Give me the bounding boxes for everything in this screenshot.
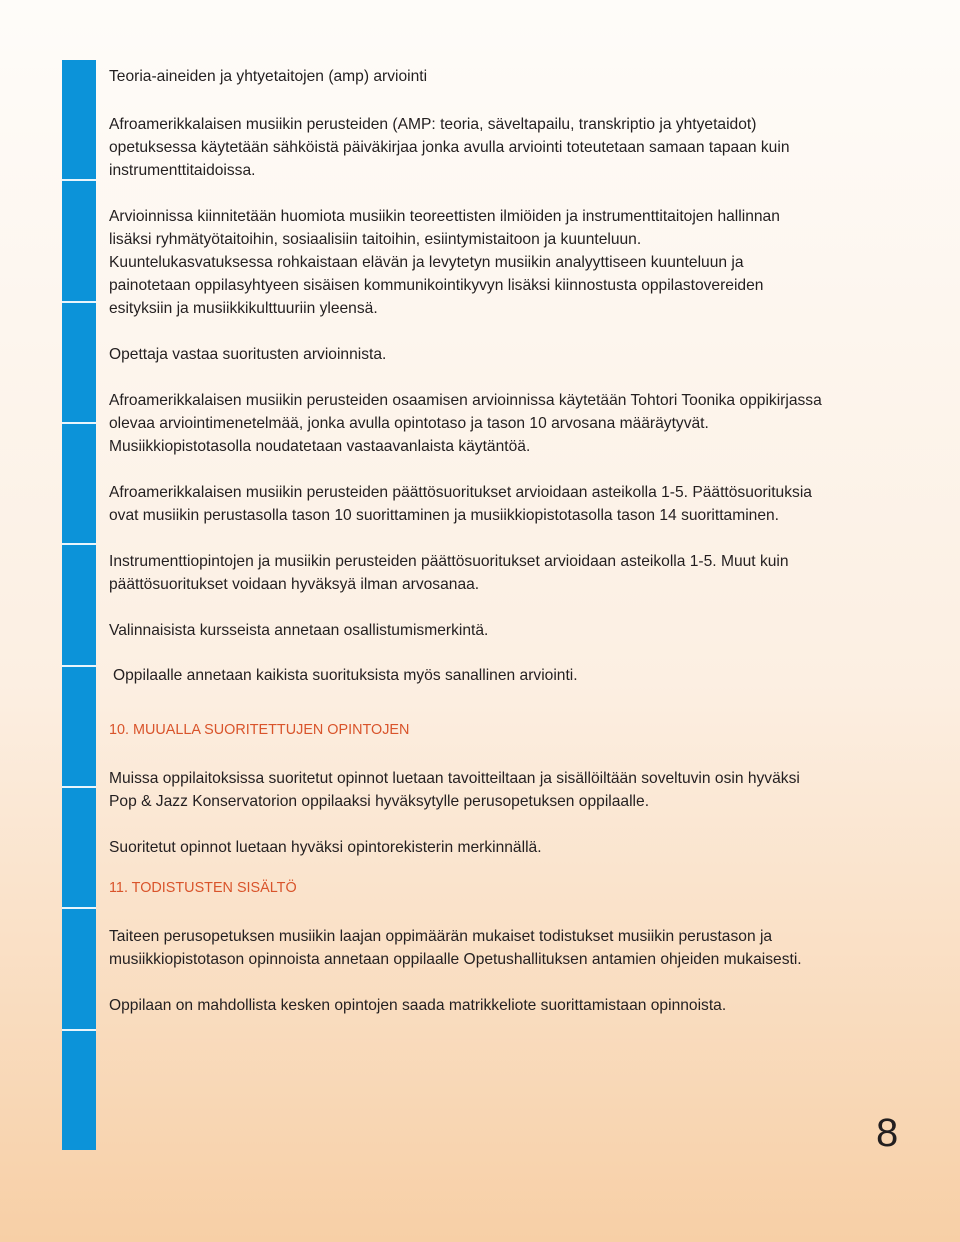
- paragraph-line: Muissa oppilaitoksissa suoritetut opinnot luetaan tavoitteiltaan ja sisällöiltään soveltuvin osin hyväksi: [109, 770, 800, 787]
- paragraph-line: Afroamerikkalaisen musiikin perusteiden päättösuoritukset arvioidaan asteikolla 1-5. Päättösuorituksia: [109, 484, 812, 501]
- paragraph-line: Pop & Jazz Konservatorion oppilaaksi hyväksytylle perusopetuksen oppilaalle.: [109, 793, 650, 810]
- paragraph-line: esityksiin ja musiikkikulttuuriin yleensä.: [109, 300, 378, 317]
- paragraph-line: Taiteen perusopetuksen musiikin laajan oppimäärän mukaiset todistukset musiikin perustason ja: [109, 928, 773, 945]
- side-accent-bar: [62, 60, 96, 1150]
- side-bar-segment: [62, 181, 96, 302]
- paragraph-line: Opettaja vastaa suoritusten arvioinnista.: [109, 346, 387, 363]
- paragraph-line: musiikkiopistotason opinnoista annetaan oppilaalle Opetushallituksen antamien ohjeiden mukaisesti.: [109, 951, 802, 968]
- paragraph-line: päättösuoritukset voidaan hyväksyä ilman arvosanaa.: [109, 576, 480, 593]
- paragraph-line: Oppilaalle annetaan kaikista suorituksista myös sanallinen arviointi.: [113, 667, 578, 684]
- paragraph-line: Arvioinnissa kiinnitetään huomiota musiikin teoreettisten ilmiöiden ja instrumenttitaitojen hallinnan: [109, 208, 780, 225]
- page-number: 8: [876, 1111, 899, 1155]
- paragraph-line: painotetaan oppilasyhtyeen sisäisen kommunikointikyvyn lisäksi kiinnostusta oppilastovereiden: [109, 277, 764, 294]
- paragraph-line: Afroamerikkalaisen musiikin perusteiden osaamisen arvioinnissa käytetään Tohtori Toonika oppikirjassa: [109, 392, 822, 409]
- paragraph-line: Afroamerikkalaisen musiikin perusteiden (AMP: teoria, säveltapailu, transkriptio ja yhtyetaidot): [109, 116, 757, 133]
- paragraph-line: Musiikkiopistotasolla noudatetaan vastaavanlaista käytäntöä.: [109, 438, 531, 455]
- paragraph-line: lisäksi ryhmätyötaitoihin, sosiaalisiin taitoihin, esiintymistaitoon ja kuunteluun.: [109, 231, 642, 248]
- section-heading-10: 10. MUUALLA SUORITETTUJEN OPINTOJEN: [109, 722, 410, 738]
- side-bar-segment: [62, 303, 96, 424]
- paragraph-line: Oppilaan on mahdollista kesken opintojen saada matrikkeliote suorittamistaan opinnoista.: [109, 997, 727, 1014]
- paragraph-line: instrumenttitaidoissa.: [109, 162, 256, 179]
- paragraph-line: Valinnaisista kursseista annetaan osallistumismerkintä.: [109, 622, 489, 639]
- paragraph-line: opetuksessa käytetään sähköistä päiväkirjaa jonka avulla arviointi toteutetaan samaan tapaan kuin: [109, 139, 790, 156]
- side-bar-segment: [62, 1031, 96, 1150]
- paragraph-line: Kuuntelukasvatuksessa rohkaistaan elävän ja levytetyn musiikin analyyttiseen kuunteluun ja: [109, 254, 744, 271]
- side-bar-segment: [62, 60, 96, 181]
- side-bar-segment: [62, 788, 96, 909]
- paragraph-line: olevaa arviointimenetelmää, jonka avulla opintotaso ja tason 10 arvosana määräytyvät.: [109, 415, 709, 432]
- paragraph-line: Instrumenttiopintojen ja musiikin perusteiden päättösuoritukset arvioidaan asteikolla 1-5. Muut kuin: [109, 553, 789, 570]
- side-bar-segment: [62, 545, 96, 666]
- paragraph-line: Suoritetut opinnot luetaan hyväksi opintorekisterin merkinnällä.: [109, 839, 542, 856]
- section-heading-11: 11. TODISTUSTEN SISÄLTÖ: [109, 880, 297, 896]
- side-bar-segment: [62, 909, 96, 1030]
- side-bar-segment: [62, 424, 96, 545]
- paragraph-line: ovat musiikin perustasolla tason 10 suorittaminen ja musiikkiopistotasolla tason 14 suorittaminen.: [109, 507, 780, 524]
- side-bar-segment: [62, 667, 96, 788]
- section-title: Teoria-aineiden ja yhtyetaitojen (amp) arviointi: [109, 68, 428, 85]
